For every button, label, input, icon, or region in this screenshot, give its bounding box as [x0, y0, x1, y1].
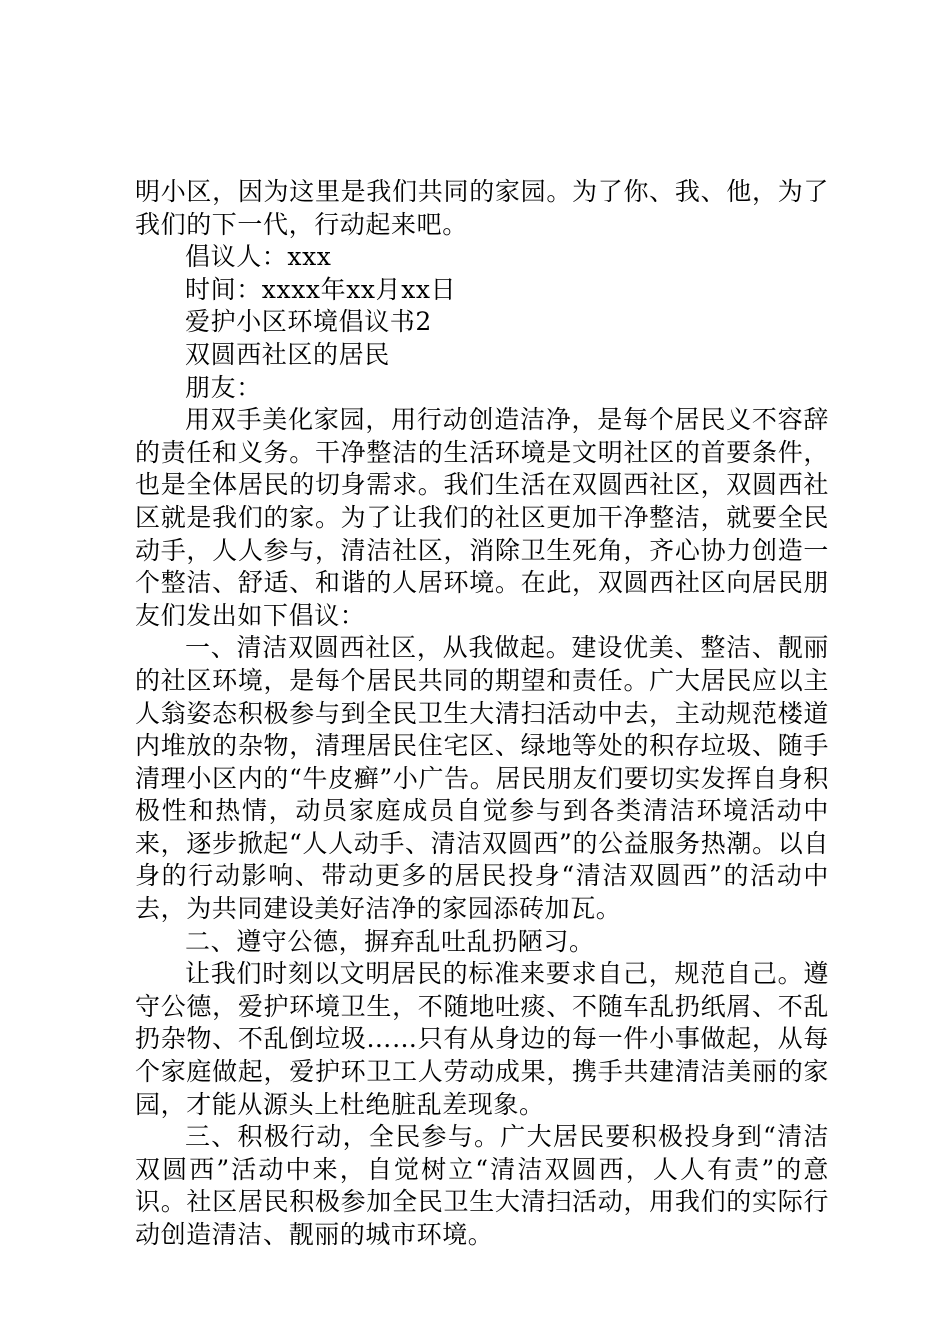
- paragraph-point-1: 一、清洁双圆西社区，从我做起。建设优美、整洁、靓丽的社区环境，是每个居民共同的期望和责任。广大居民应以主人翁姿态积极参与到全民卫生大清扫活动中去，主动规范楼道内堆放的杂物，清理居民住宅区、绿地等处的积存垃圾、随手清理小区内的“牛皮癣”小广告。居民朋友们要切实发挥自身积极性和热情，动员家庭成员自觉参与到各类清洁环境活动中来，逐步掀起“人人动手、清洁双圆西”的公益服务热潮。以自身的行动影响、带动更多的居民投身“清洁双圆西”的活动中去，为共同建设美好洁净的家园添砖加瓦。: [135, 633, 829, 924]
- salutation-line-2: 朋友：: [185, 372, 262, 402]
- document-title: 爱护小区环境倡议书2: [185, 307, 432, 337]
- document-body: [135, 176, 829, 1252]
- heading-point-2: 二、遵守公德，摒弃乱吐乱扔陋习。: [185, 926, 595, 956]
- salutation-line-1: 双圆西社区的居民: [185, 339, 390, 369]
- paragraph-intro: 用双手美化家园，用行动创造洁净，是每个居民义不容辞的责任和义务。干净整洁的生活环境是文明社区的首要条件，也是全体居民的切身需求。我们生活在双圆西社区，双圆西社区就是我们的家。为了让我们的社区更加干净整洁，就要全民动手，人人参与，清洁社区，消除卫生死角，齐心协力创造一个整洁、舒适、和谐的人居环境。在此，双圆西社区向居民朋友们发出如下倡议：: [135, 405, 829, 630]
- date-line: 时间：xxxx年xx月xx日: [185, 274, 457, 304]
- paragraph-point-2: 让我们时刻以文明居民的标准来要求自己，规范自己。遵守公德，爱护环境卫生，不随地吐痰、不随车乱扔纸屑、不乱扔杂物、不乱倒垃圾……只有从身边的每一件小事做起，从每个家庭做起，爱护环卫工人劳动成果，携手共建清洁美丽的家园，才能从源头上杜绝脏乱差现象。: [135, 959, 829, 1119]
- paragraph-closing-line: 明小区，因为这里是我们共同的家园。为了你、我、他，为了我们的下一代，行动起来吧。: [135, 177, 829, 239]
- paragraph-point-3: 三、积极行动，全民参与。广大居民要积极投身到“清洁双圆西”活动中来，自觉树立“清洁双圆西，人人有责”的意识。社区居民积极参加全民卫生大清扫活动，用我们的实际行动创造清洁、靓丽的城市环境。: [135, 1122, 829, 1249]
- initiator-line: 倡议人：xxx: [185, 242, 332, 272]
